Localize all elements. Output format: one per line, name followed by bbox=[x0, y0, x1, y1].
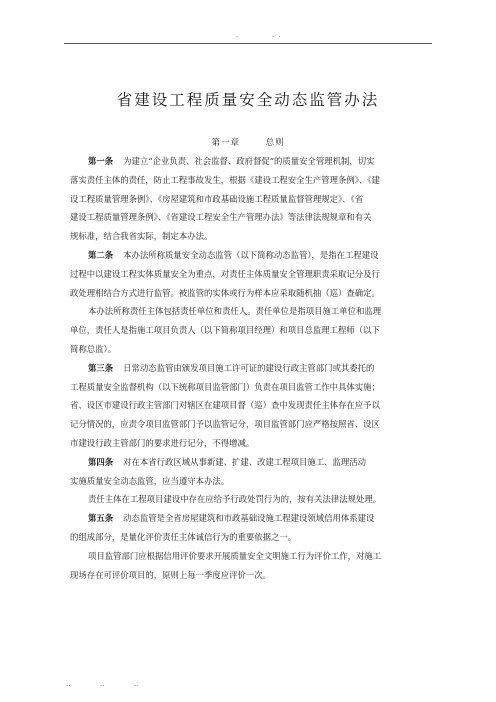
footer-mark-mid: ·· bbox=[100, 682, 105, 690]
line-text: 对在本省行政区域从事新建、扩建、改建工程项目施工、监理活动 bbox=[123, 456, 366, 467]
article-number: 第四条 bbox=[88, 456, 114, 467]
body-line bbox=[70, 152, 432, 171]
body-line bbox=[70, 566, 432, 585]
body-line bbox=[70, 208, 432, 227]
body-line bbox=[70, 378, 432, 397]
body-line bbox=[70, 171, 432, 190]
line-text: 项目监管部门应根据信用评价要求开展质量安全文明施工行为评价工作，对施工 bbox=[88, 550, 382, 561]
body-line bbox=[70, 302, 432, 321]
line-text: 责任主体在工程项目建设中存在应给予行政处罚行为的，按有关法律法规处理。 bbox=[88, 494, 382, 505]
body-line bbox=[70, 528, 432, 547]
body-line bbox=[70, 265, 432, 284]
header-mark-left: · bbox=[236, 33, 240, 41]
document-title: 省建设工程质量安全动态监管办法 bbox=[116, 91, 380, 109]
line-text: 过程中以建设工程实体质量安全为重点，对责任主体质量安全管理职责采取记分及行 bbox=[70, 268, 380, 279]
document-body bbox=[70, 152, 432, 584]
line-text: 建设工程质量管理条例》、《省建设工程安全生产管理办法》等法律法规规章和有关 bbox=[70, 212, 372, 223]
body-line bbox=[70, 547, 432, 566]
line-text: 动态监管是全省房屋建筑和市政基础设施工程建设领域信用体系建设 bbox=[123, 513, 375, 524]
body-line bbox=[70, 359, 432, 378]
body-line bbox=[70, 284, 432, 303]
line-text: 规标准，结合我省实际，制定本办法。 bbox=[70, 231, 213, 242]
line-text: 本办法所称责任主体包括责任单位和责任人。责任单位是指项目施工单位和监理 bbox=[88, 306, 382, 317]
header-rule bbox=[64, 43, 432, 44]
line-text: 为建立“企业负责、社会监督、政府督促”的质量安全管理机制，切实 bbox=[123, 156, 375, 166]
article-number: 第三条 bbox=[88, 362, 114, 373]
article-number: 第一条 bbox=[88, 156, 114, 166]
footer-mark-right: ·· bbox=[134, 682, 139, 690]
header-mark-right: · · bbox=[272, 33, 282, 41]
body-line bbox=[70, 453, 432, 472]
line-text: 市建设行政主管部门的要求进行记分，不得增减。 bbox=[70, 437, 255, 448]
body-line bbox=[70, 321, 432, 340]
body-line bbox=[70, 434, 432, 453]
body-line bbox=[70, 509, 432, 528]
body-line bbox=[70, 227, 432, 246]
line-text: 现场存在可评价项目的，原则上每一季度应评价一次。 bbox=[70, 569, 271, 580]
line-text: 省、设区市建设行政主管部门对辖区在建项目督（巡）查中发现责任主体存在应予以 bbox=[70, 400, 380, 411]
footer-mark-left: ·· bbox=[66, 682, 71, 690]
line-text: 记分情况的，应责令项目监管部门予以监管记分，项目监管部门应严格按照省、设区 bbox=[70, 419, 380, 430]
line-text: 本办法所称质量安全动态监管（以下简称动态监管），是指在工程建设 bbox=[123, 249, 379, 260]
body-line bbox=[70, 396, 432, 415]
line-text: 的组成部分，是量化评价责任主体诚信行为的重要依据之一。 bbox=[70, 531, 297, 542]
article-number: 第五条 bbox=[88, 513, 114, 524]
line-text: 落实责任主体的责任，防止工程事故发生，根据《建设工程安全生产管理条例》、《建 bbox=[70, 174, 380, 185]
body-line bbox=[70, 340, 432, 359]
body-line bbox=[70, 246, 432, 265]
body-line bbox=[70, 472, 432, 491]
line-text: 政处理相结合方式进行监管。被监管的实体或行为样本应采取随机抽（巡）查确定。 bbox=[70, 287, 380, 298]
line-text: 日常动态监管由颁发项目施工许可证的建设行政主管部门或其委托的 bbox=[123, 362, 375, 373]
body-line bbox=[70, 415, 432, 434]
chapter-heading: 第一章 总则 bbox=[211, 138, 285, 148]
line-text: 设工程质量管理条例》、《房屋建筑和市政基础设施工程质量监督管理规定》、《省 bbox=[70, 193, 364, 204]
line-text: 实施质量安全动态监管，应当遵守本办法。 bbox=[70, 475, 230, 486]
line-text: 工程质量安全监督机构（以下统称项目监管部门）负责在项目监管工作中具体实施； bbox=[70, 381, 380, 392]
article-number: 第二条 bbox=[88, 249, 114, 260]
body-line bbox=[70, 190, 432, 209]
body-line bbox=[70, 490, 432, 509]
line-text: 单位，责任人是指施工项目负责人（以下简称项目经理）和项目总监理工程师（以下 bbox=[70, 325, 380, 336]
line-text: 简称总监）。 bbox=[70, 343, 117, 354]
